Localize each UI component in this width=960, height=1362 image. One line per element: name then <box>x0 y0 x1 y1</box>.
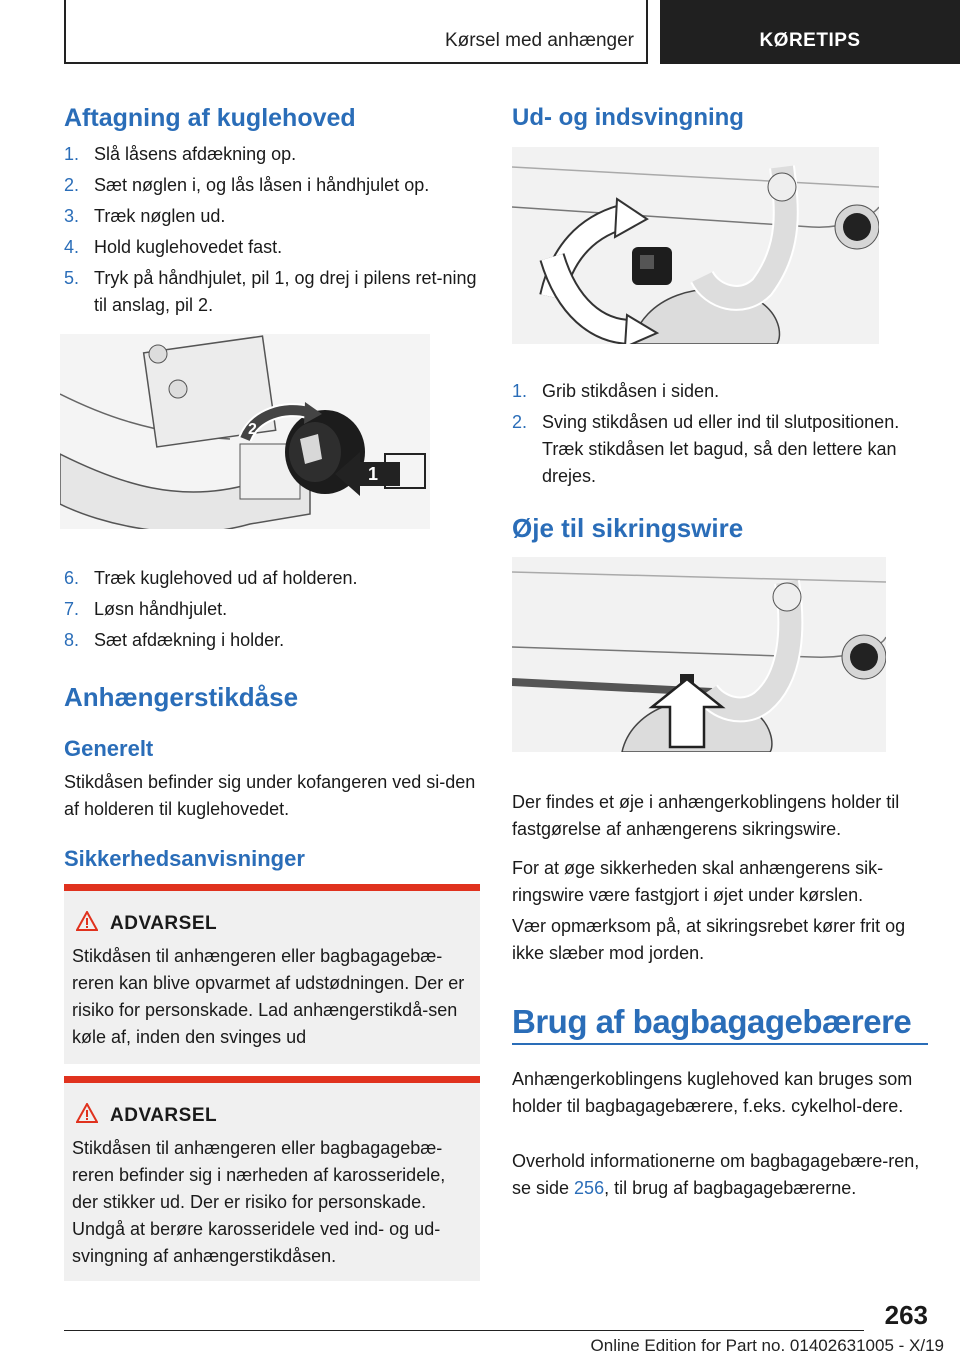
footer-edition: Online Edition for Part no. 01402631005 - X/19 <box>590 1336 944 1355</box>
eye-paragraph-2: For at øge sikkerheden skal anhængerens sik-ringswire være fastgjort i øjet under kørslen. <box>512 858 884 905</box>
step-item: 4. Hold kuglehovedet fast. <box>64 237 283 257</box>
steps-removal-a <box>64 141 480 323</box>
header-section: KØRETIPS <box>759 30 861 51</box>
step-item: 2. Sæt nøglen i, og lås låsen i håndhjulet op. <box>64 175 430 195</box>
step-item: 7. Løsn håndhjulet. <box>64 599 228 619</box>
step-item: 1. Slå låsens afdækning op. <box>64 144 297 164</box>
step-item: 1. Grib stikdåsen i siden. <box>512 381 720 401</box>
warning-box-2 <box>64 1076 480 1281</box>
header-chapter: Kørsel med anhænger <box>444 30 634 51</box>
warning-title: ADVARSEL <box>110 1105 218 1126</box>
warning-triangle-icon <box>76 1103 98 1123</box>
title-socket: Anhængerstikdåse <box>64 682 299 712</box>
warning-triangle-icon <box>76 911 98 931</box>
step-item: 6. Træk kuglehoved ud af holderen. <box>64 568 358 588</box>
step-item: 2. Sving stikdåsen ud eller ind til slutpositionen. Træk stikdåsen let bagud, så den lettere kan drejes. <box>512 412 900 486</box>
figure-eye <box>512 557 886 752</box>
title-carrier: Brug af bagbagagebærere <box>512 1003 912 1040</box>
warning-title: ADVARSEL <box>110 913 218 934</box>
step-item: 8. Sæt afdækning i holder. <box>64 630 285 650</box>
steps-removal-b <box>64 565 480 658</box>
carrier-paragraph-1: Anhængerkoblingens kuglehoved kan bruges som holder til bagbagagebærere, f.eks. cykelhol-dere. <box>512 1069 913 1116</box>
general-text: Stikdåsen befinder sig under kofangeren ved si-den af holderen til kuglehovedet. <box>64 772 476 819</box>
arrow-label-2: 2 <box>248 421 257 438</box>
socket-swing-illustration <box>512 147 879 344</box>
page-link[interactable]: 256 <box>574 1178 605 1198</box>
eye-paragraph-3: Vær opmærksom på, at sikringsrebet kører frit og ikke slæber mod jorden. <box>512 916 906 963</box>
title-eye: Øje til sikringswire <box>512 513 744 543</box>
arrow-label-1: 1 <box>368 464 379 484</box>
title-swing: Ud- og indsvingning <box>512 104 744 131</box>
carrier-paragraph-2: Overhold informationerne om bagbagagebære-ren, se side 256, til brug af bagbagagebærerne. <box>512 1151 920 1198</box>
subtitle-general: Generelt <box>64 736 154 761</box>
title-underline <box>512 1043 928 1045</box>
page-number: 263 <box>884 1300 928 1330</box>
warning-text: Stikdåsen til anhængeren eller bagbagagebæ-reren kan blive opvarmet af udstødningen. Der er risiko for personskade. Lad anhængerstikdå-sen køle af, inden den svinges ud <box>72 946 465 1047</box>
warning-text: Stikdåsen til anhængeren eller bagbagagebæ-reren befinder sig i nærheden af karosseridele, der stikker ud. Der er risiko for personskade. Undgå at berøre karosseridele ved ind- og ud-svingning af anhængerstikdåsen. <box>72 1138 446 1266</box>
eye-paragraph-1: Der findes et øje i anhængerkoblingens holder til fastgørelse af anhængerens sikringswire. <box>512 792 900 839</box>
warning-box-1 <box>64 884 480 1064</box>
figure-handwheel <box>60 334 430 529</box>
figure-socket-swing <box>512 147 879 344</box>
step-item: 3. Træk nøglen ud. <box>64 206 226 226</box>
title-removal: Aftagning af kuglehoved <box>64 104 356 132</box>
header-section-tab <box>660 0 960 64</box>
handwheel-illustration <box>60 334 430 529</box>
step-item: 5. Tryk på håndhjulet, pil 1, og drej i pilens ret-ning til anslag, pil 2. <box>64 268 477 315</box>
steps-swing <box>512 378 928 494</box>
footer-rule <box>64 1330 864 1331</box>
eye-illustration <box>512 557 886 752</box>
subtitle-safety: Sikkerhedsanvisninger <box>64 846 305 871</box>
header-chapter-tab <box>64 0 648 64</box>
